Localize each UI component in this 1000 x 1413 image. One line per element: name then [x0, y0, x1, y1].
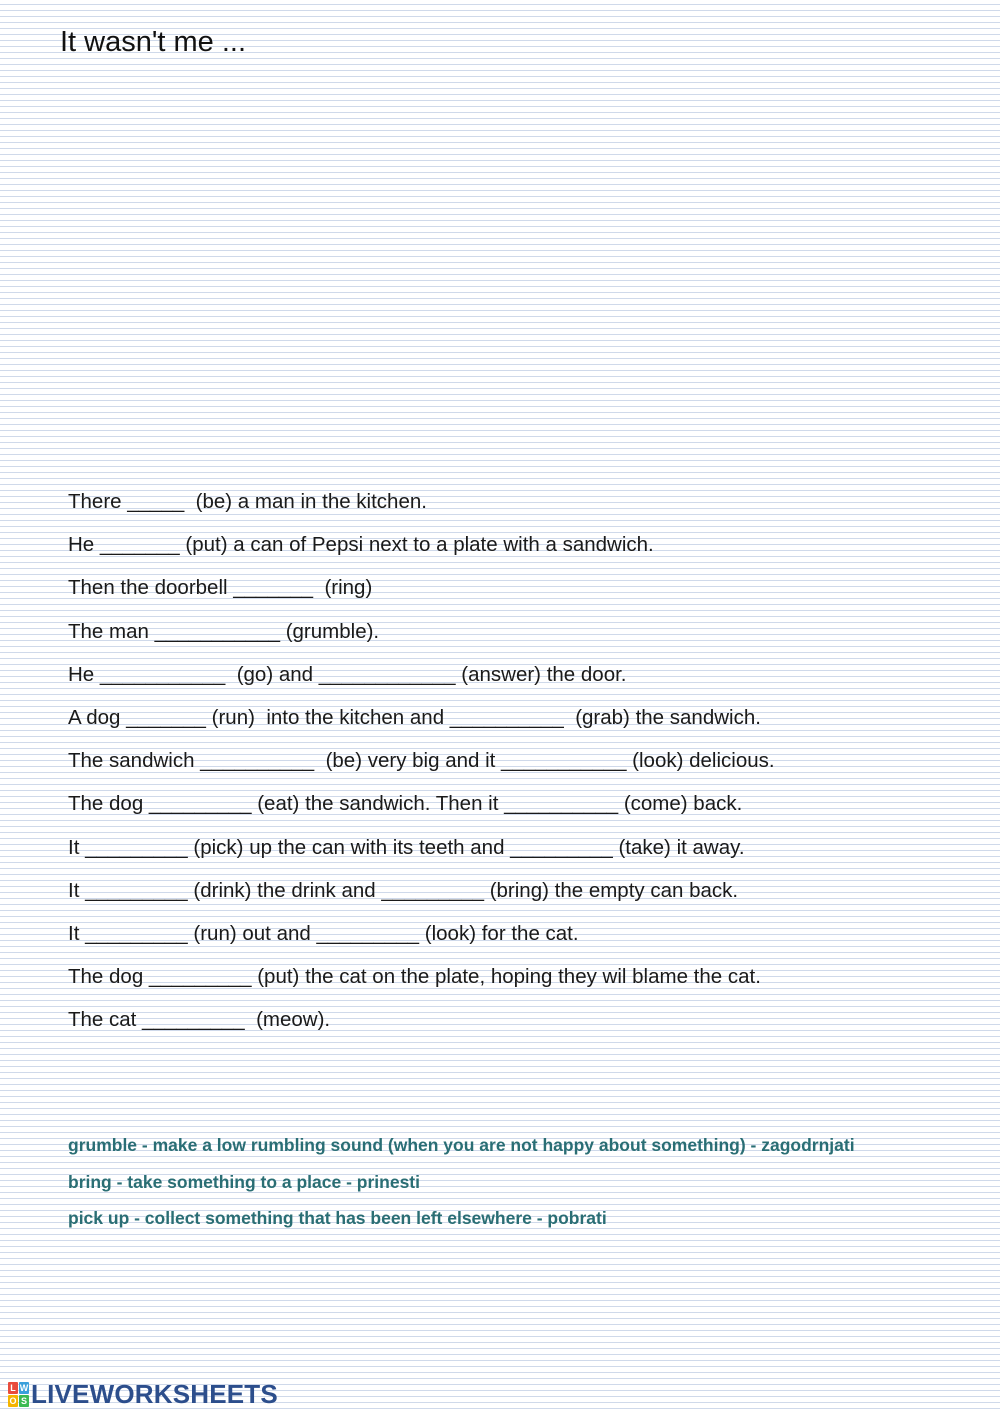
sentence-10: It _________ (drink) the drink and _________ (bring) the empty can back.	[68, 878, 739, 902]
sentence-2: He _______ (put) a can of Pepsi next to a plate with a sandwich.	[68, 533, 654, 557]
sentence-3: Then the doorbell _______ (ring)	[68, 576, 373, 600]
logo-tile-o: O	[9, 1395, 17, 1406]
liveworksheets-icon	[8, 1382, 29, 1407]
logo-tile-w: W	[19, 1382, 29, 1393]
sentence-8: The dog _________ (eat) the sandwich. Then it __________ (come) back.	[68, 792, 743, 816]
vocabulary-glossary	[68, 1132, 968, 1242]
sentence-7: The sandwich __________ (be) very big and it ___________ (look) delicious.	[68, 749, 775, 773]
liveworksheets-logo[interactable]	[8, 1380, 278, 1408]
sentence-9: It _________ (pick) up the can with its teeth and _________ (take) it away.	[68, 835, 745, 859]
sentence-1: There _____ (be) a man in the kitchen.	[68, 490, 427, 513]
sentence-12: The dog _________ (put) the cat on the plate, hoping they wil blame the cat.	[68, 965, 761, 989]
sentence-5: He ___________ (go) and ____________ (answer) the door.	[68, 662, 627, 686]
glossary-item-pick-up: pick up - collect something that has been left elsewhere - pobrati	[68, 1208, 607, 1228]
sentence-11: It _________ (run) out and _________ (look) for the cat.	[68, 921, 579, 945]
logo-tile-s: S	[20, 1395, 27, 1406]
exercise-sentences	[68, 488, 968, 1049]
page-title: It wasn't me ...	[60, 26, 247, 58]
sentence-6: A dog _______ (run) into the kitchen and __________ (grab) the sandwich.	[68, 705, 761, 729]
sentence-4: The man ___________ (grumble).	[68, 619, 380, 643]
glossary-item-bring: bring - take something to a place - prinesti	[68, 1171, 420, 1192]
glossary-item-grumble: grumble - make a low rumbling sound (when you are not happy about something) - zagodrnjati	[68, 1135, 855, 1155]
logo-tile-l: L	[8, 1382, 18, 1394]
sentence-13: The cat _________ (meow).	[68, 1008, 331, 1032]
liveworksheets-brand-text: LIVEWORKSHEETS	[31, 1379, 278, 1409]
